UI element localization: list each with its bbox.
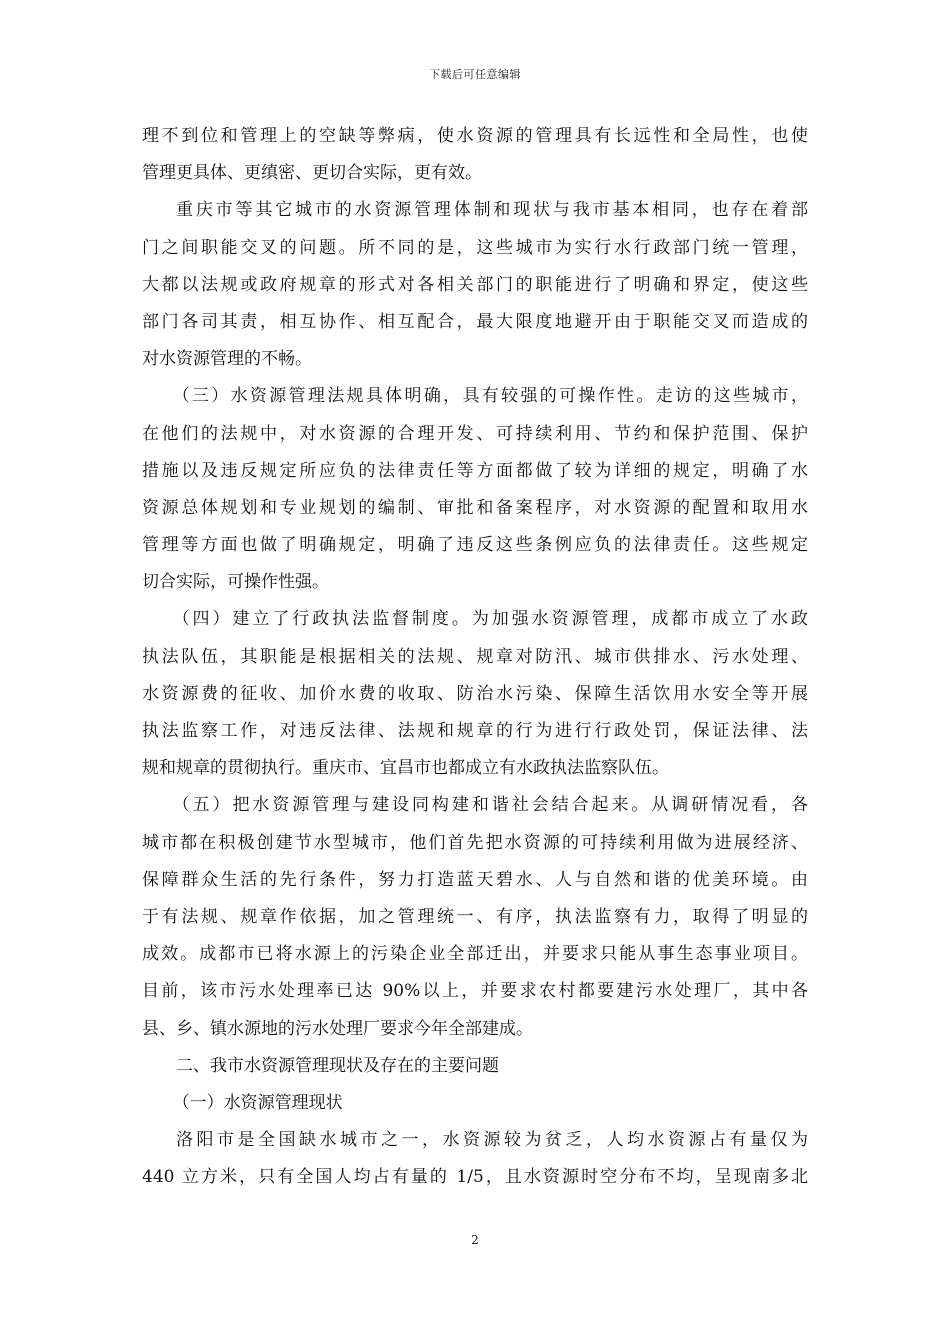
text-line: （五）把水资源管理与建设同构建和谐社会结合起来。从调研情况看，各 — [172, 795, 808, 816]
text-line: 资源总体规划和专业规划的编制、审批和备案程序，对水资源的配置和取用水 — [142, 497, 808, 518]
text-line: 保障群众生活的先行条件，努力打造蓝天碧水、人与自然和谐的优美环境。由 — [142, 869, 808, 890]
text-line: 县、乡、镇水源地的污水处理厂要求今年全部建成。 — [142, 1018, 533, 1039]
text-line: 成效。成都市已将水源上的污染企业全部迁出，并要求只能从事生态事业项目。 — [142, 944, 808, 965]
text-line: 执法队伍，其职能是根据相关的法规、规章对防汛、城市供排水、污水处理、 — [142, 646, 808, 667]
text-line: 执法监察工作，对违反法律、法规和规章的行为进行行政处罚，保证法律、法 — [142, 721, 808, 741]
text-line: 目前，该市污水处理率已达 90%以上，并要求农村都要建污水处理厂，其中各 — [142, 981, 808, 1002]
text-line: 在他们的法规中，对水资源的合理开发、可持续利用、节约和保护范围、保护 — [142, 423, 808, 444]
text-line: （三）水资源管理法规具体明确，具有较强的可操作性。走访的这些城市， — [172, 386, 808, 407]
page-number: 2 — [471, 1233, 479, 1247]
text-line: 理不到位和管理上的空缺等弊病，使水资源的管理具有长远性和全局性，也使 — [142, 126, 808, 146]
text-line: 440 立方米，只有全国人均占有量的 1/5，且水资源时空分布不均，呈现南多北 — [142, 1167, 808, 1188]
text-line: （四）建立了行政执法监督制度。为加强水资源管理，成都市成立了水政 — [172, 609, 808, 630]
text-line: 二、我市水资源管理现状及存在的主要问题 — [176, 1055, 499, 1076]
section-heading-2 — [142, 1048, 808, 1085]
text-line: 切合实际，可操作性强。 — [142, 572, 329, 593]
text-line: 规和规章的贯彻执行。重庆市、宜昌市也都成立有水政执法监察队伍。 — [142, 758, 669, 779]
document-body — [142, 118, 808, 1196]
text-line: 大都以法规或政府规章的形式对各相关部门的职能进行了明确和界定，使这些 — [142, 274, 808, 295]
paragraph-3 — [142, 378, 808, 601]
subsection-heading-1 — [142, 1085, 808, 1122]
text-line: 于有法规、规章作依据，加之管理统一、有序，执法监察有力，取得了明显的 — [142, 906, 808, 927]
paragraph-6 — [142, 1122, 808, 1196]
text-line: 部门各司其责，相互协作、相互配合，最大限度地避开由于职能交叉而造成的 — [142, 311, 808, 332]
text-line: 管理更具体、更缜密、更切合实际，更有效。 — [142, 163, 482, 184]
paragraph-1 — [142, 118, 808, 192]
text-line: 管理等方面也做了明确规定，明确了违反这些条例应负的法律责任。这些规定 — [142, 535, 808, 556]
text-line: 重庆市等其它城市的水资源管理体制和现状与我市基本相同，也存在着部 — [176, 200, 808, 221]
paragraph-5 — [142, 787, 808, 1047]
paragraph-2 — [142, 192, 808, 378]
text-line: 门之间职能交叉的问题。所不同的是，这些城市为实行水行政部门统一管理， — [142, 237, 808, 258]
text-line: 城市都在积极创建节水型城市，他们首先把水资源的可持续利用做为进展经济、 — [142, 832, 808, 853]
text-line: 洛阳市是全国缺水城市之一，水资源较为贫乏，人均水资源占有量仅为 — [176, 1130, 808, 1151]
page-header: 下载后可任意编辑 — [429, 68, 521, 81]
paragraph-4 — [142, 601, 808, 787]
text-line: 对水资源管理的不畅。 — [142, 349, 312, 370]
text-line: 水资源费的征收、加价水费的收取、防治水污染、保障生活饮用水安全等开展 — [142, 683, 808, 704]
text-line: （一）水资源管理现状 — [172, 1092, 343, 1113]
text-line: 措施以及违反规定所应负的法律责任等方面都做了较为详细的规定，明确了水 — [142, 460, 808, 481]
